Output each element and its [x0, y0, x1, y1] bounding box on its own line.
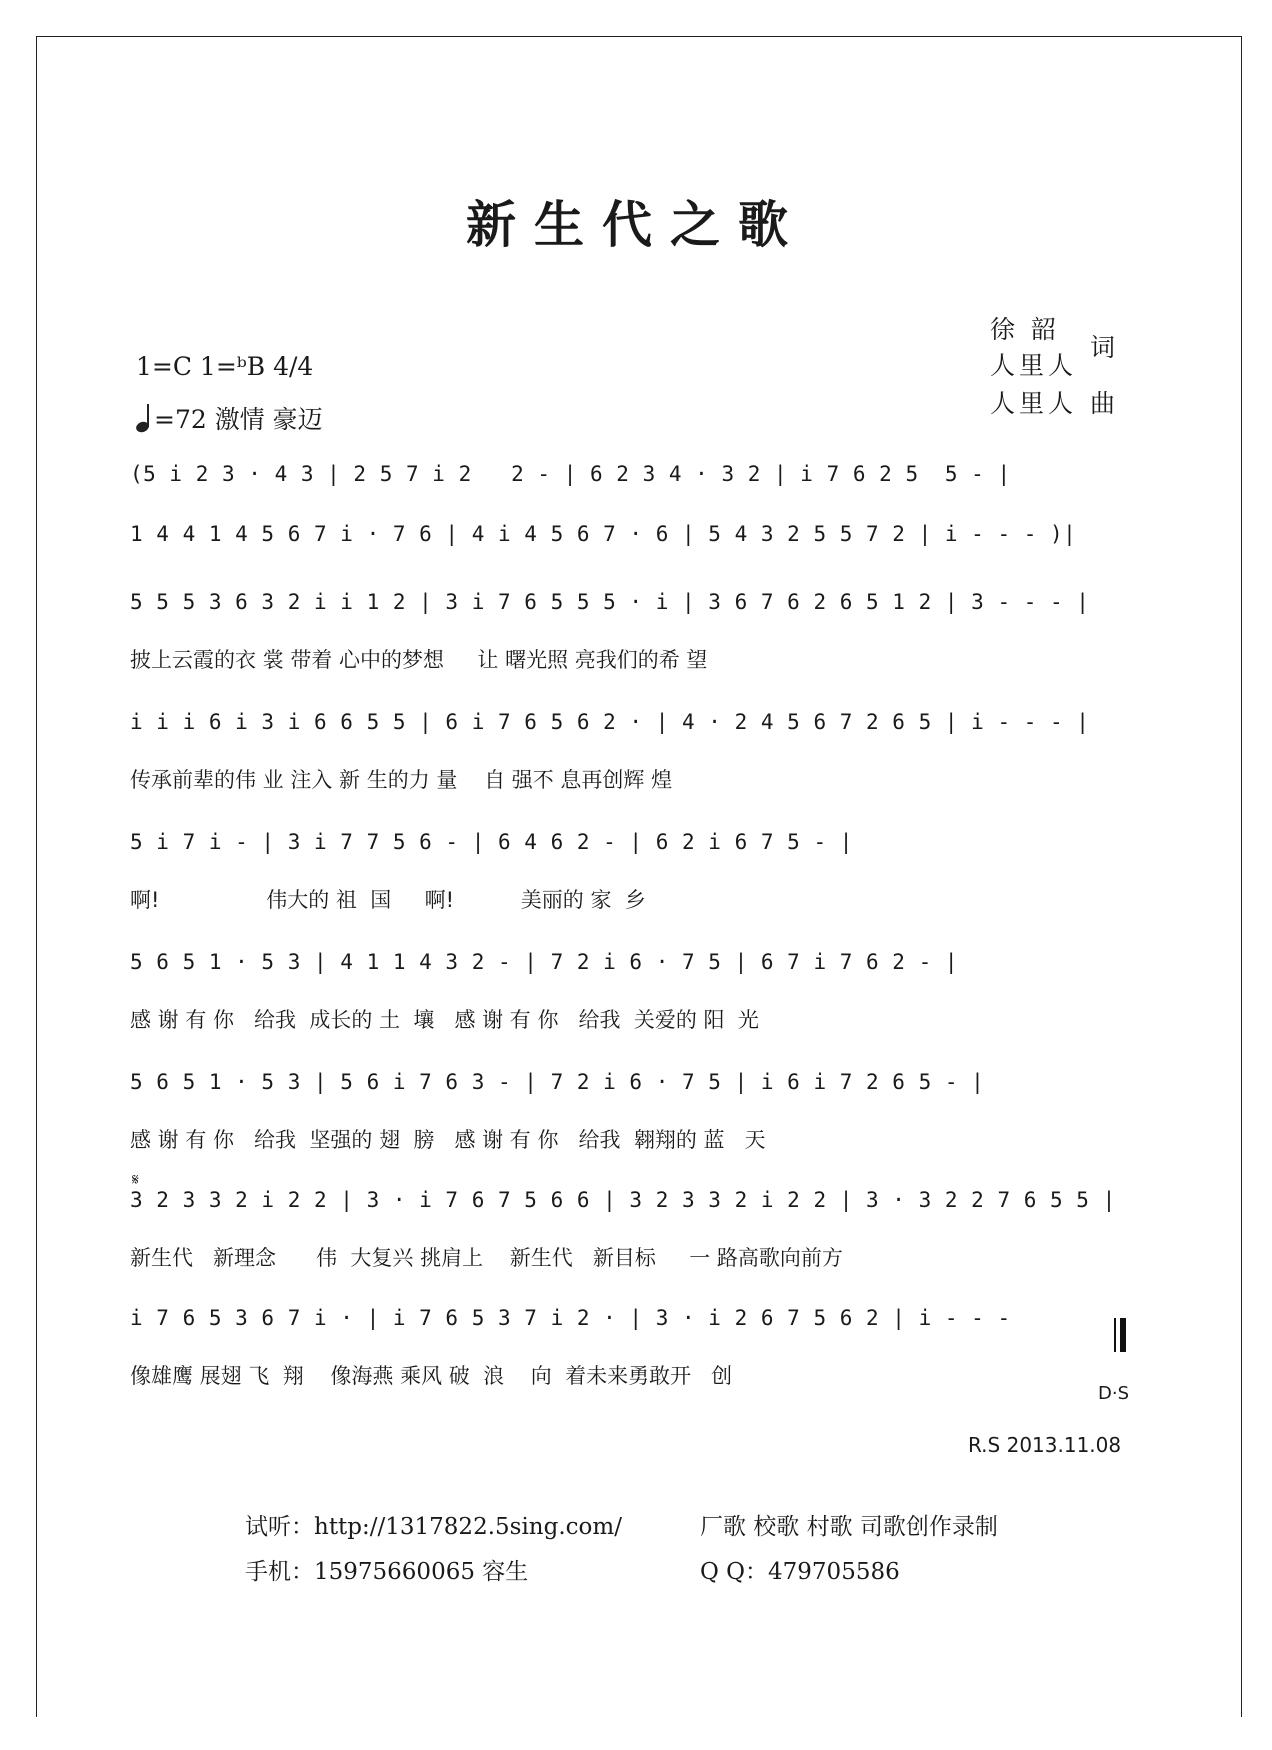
notes-line: 3 2 3 3 2 i 2 2 | 3 · i 7 6 7 5 6 6 | 3 2 3 3 2 i 2 2 | 3 · 3 2 2 7 6 5 5 |	[130, 1188, 1116, 1212]
lyricist-2: 人里人	[990, 351, 1078, 380]
lyricist-1: 徐 韶	[990, 315, 1060, 344]
notes-line: 5 5 5 3 6 3 2 i i 1 2 | 3 i 7 6 5 5 5 · i | 3 6 7 6 2 6 5 1 2 | 3 - - - |	[130, 590, 1090, 614]
key-signature: 1=C 1=ᵇB 4/4	[136, 352, 314, 381]
composer: 人里人	[990, 389, 1078, 418]
segno-icon: 𝄋	[132, 1170, 139, 1189]
service-info: 厂歌 校歌 村歌 司歌创作录制	[700, 1514, 998, 1540]
date-stamp: R.S 2013.11.08	[968, 1433, 1122, 1457]
repeat-end-barline-icon	[1110, 1318, 1132, 1352]
lyrics-line: 像雄鹰 展翅 飞 翔 像海燕 乘风 破 浪 向 着未来勇敢开 创	[130, 1364, 733, 1388]
tempo-text: =72 激情 豪迈	[154, 405, 323, 434]
notes-line: i 7 6 5 3 6 7 i · | i 7 6 5 3 7 i 2 · | 3 · i 2 6 7 5 6 2 | i - - -	[130, 1306, 1011, 1330]
music-header	[136, 352, 323, 448]
notes-line: 5 6 5 1 · 5 3 | 4 1 1 4 3 2 - | 7 2 i 6 · 7 5 | 6 7 i 7 6 2 - |	[130, 950, 959, 974]
footer-right	[700, 1508, 998, 1598]
footer-left	[245, 1508, 622, 1598]
notes-line: 5 i 7 i - | 3 i 7 7 5 6 - | 6 4 6 2 - | 6 2 i 6 7 5 - |	[130, 830, 853, 854]
lyrics-line: 啊! 伟大的 祖 国 啊! 美丽的 家 乡	[130, 888, 646, 912]
quarter-note-icon	[136, 406, 154, 432]
notes-line: 5 6 5 1 · 5 3 | 5 6 i 7 6 3 - | 7 2 i 6 · 7 5 | i 6 i 7 2 6 5 - |	[130, 1070, 985, 1094]
lyrics-line: 披上云霞的衣 裳 带着 心中的梦想 让 曙光照 亮我们的希 望	[130, 648, 708, 672]
qq-info: Q Q：479705586	[700, 1559, 900, 1585]
dal-segno-mark: D·S	[1098, 1383, 1130, 1404]
lyric-role: 词	[1090, 333, 1120, 362]
notes-line: (5 i 2 3 · 4 3 | 2 5 7 i 2 2 - | 6 2 3 4 · 3 2 | i 7 6 2 5 5 - |	[130, 462, 1011, 486]
notes-line: 1 4 4 1 4 5 6 7 i · 7 6 | 4 i 4 5 6 7 · 6 | 5 4 3 2 5 5 7 2 | i - - - )|	[130, 522, 1077, 546]
phone-info: 手机：15975660065 容生	[245, 1559, 529, 1585]
lyrics-line: 新生代 新理念 伟 大复兴 挑肩上 新生代 新目标 一 路高歌向前方	[130, 1246, 843, 1270]
page-frame	[36, 36, 1242, 1717]
tempo-line	[136, 400, 323, 448]
lyrics-line: 感 谢 有 你 给我 坚强的 翅 膀 感 谢 有 你 给我 翱翔的 蓝 天	[130, 1128, 766, 1152]
composer-role: 曲	[1090, 389, 1120, 418]
listen-link: 试听：http://1317822.5sing.com/	[245, 1514, 622, 1540]
notes-line: i i i 6 i 3 i 6 6 5 5 | 6 i 7 6 5 6 2 · | 4 · 2 4 5 6 7 2 6 5 | i - - - |	[130, 710, 1090, 734]
song-title: 新生代之歌	[466, 195, 806, 254]
lyrics-line: 传承前辈的伟 业 注入 新 生的力 量 自 强不 息再创辉 煌	[130, 768, 673, 792]
lyrics-line: 感 谢 有 你 给我 成长的 土 壤 感 谢 有 你 给我 关爱的 阳 光	[130, 1008, 759, 1032]
